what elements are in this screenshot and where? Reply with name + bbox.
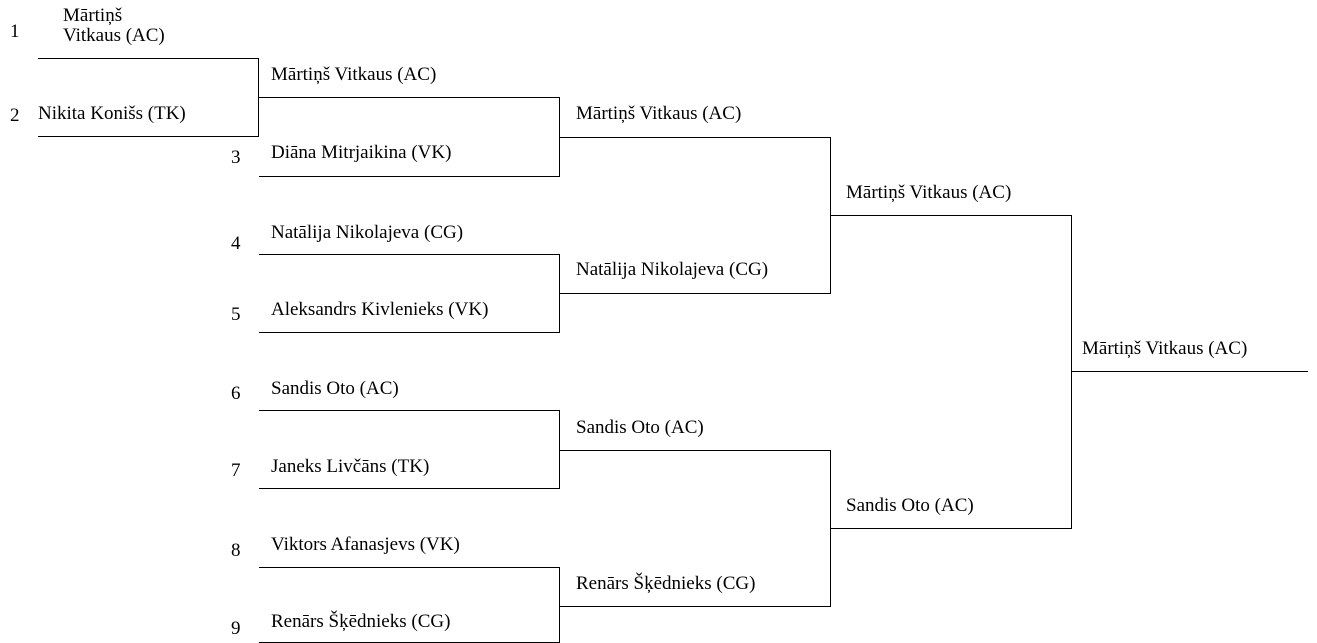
player-name: Nikita Konišs (TK)	[38, 103, 186, 124]
player-name: Diāna Mitrjaikina (VK)	[271, 142, 452, 163]
bracket-line	[259, 254, 560, 255]
bracket-line	[259, 176, 560, 177]
bracket-line	[259, 97, 560, 98]
player-name: Janeks Livčāns (TK)	[271, 456, 430, 477]
seed-number: 7	[231, 460, 241, 481]
player-name: Natālija Nikolajeva (CG)	[271, 222, 464, 243]
seed-number: 5	[231, 304, 241, 325]
bracket-line	[831, 215, 1072, 216]
player-name: Renārs Šķēdnieks (CG)	[576, 573, 756, 594]
seed-number: 6	[231, 383, 241, 404]
bracket-line	[560, 137, 831, 138]
player-name: Sandis Oto (AC)	[271, 378, 399, 399]
player-name: Mārtiņš Vitkaus (AC)	[271, 64, 437, 85]
player-name: Sandis Oto (AC)	[576, 417, 704, 438]
bracket-line	[259, 488, 560, 489]
player-name: Natālija Nikolajeva (CG)	[576, 259, 769, 280]
bracket-line	[831, 528, 1072, 529]
player-name: Mārtiņš Vitkaus (AC)	[576, 103, 742, 124]
bracket-line	[259, 332, 560, 333]
player-name: Renārs Šķēdnieks (CG)	[271, 611, 451, 632]
bracket-line	[259, 410, 560, 411]
bracket-line	[259, 567, 560, 568]
bracket-connector	[559, 567, 560, 642]
player-name: Aleksandrs Kivlenieks (VK)	[271, 299, 489, 320]
seed-number: 1	[10, 21, 20, 42]
bracket-line	[560, 293, 831, 294]
seed-number: 9	[231, 618, 241, 639]
seed-number: 8	[231, 540, 241, 561]
player-name: Mārtiņš Vitkaus (AC)	[63, 5, 165, 46]
bracket-line	[1072, 371, 1308, 372]
seed-number: 3	[231, 147, 241, 168]
bracket-line	[560, 450, 831, 451]
bracket-line	[560, 606, 831, 607]
bracket-connector	[1071, 215, 1072, 529]
player-name: Mārtiņš Vitkaus (AC)	[846, 182, 1012, 203]
bracket-line	[38, 136, 259, 137]
player-name: Sandis Oto (AC)	[846, 495, 974, 516]
bracket-line	[38, 58, 259, 59]
seed-number: 2	[10, 105, 20, 126]
player-name: Viktors Afanasjevs (VK)	[271, 534, 460, 555]
champion-name: Mārtiņš Vitkaus (AC)	[1082, 338, 1248, 359]
seed-number: 4	[231, 233, 241, 254]
